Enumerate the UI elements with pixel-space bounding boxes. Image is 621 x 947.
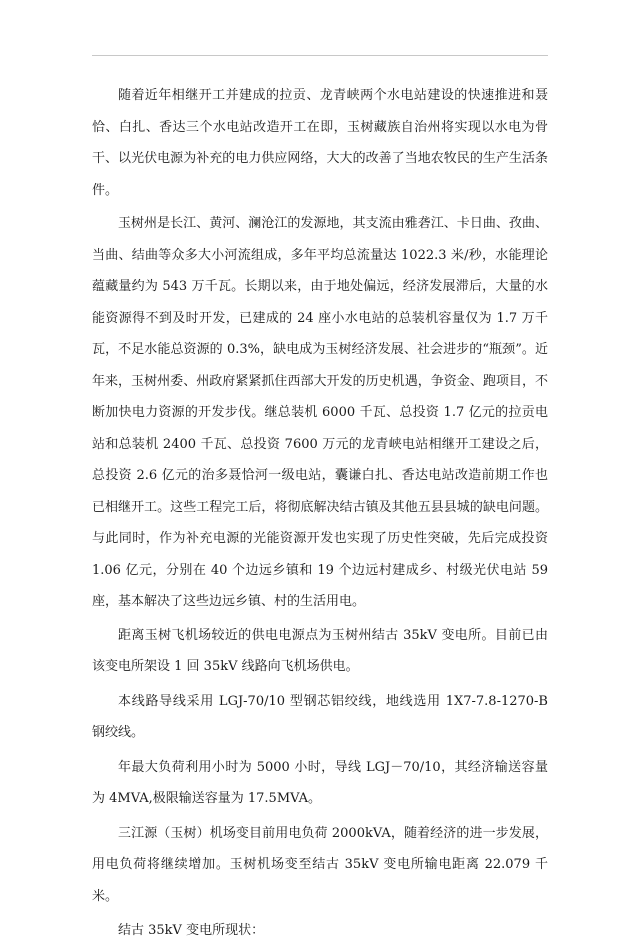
paragraph-airport-load: 三江源（玉树）机场变目前用电负荷 2000kVA，随着经济的进一步发展，用电负荷将继续增加。玉树机场变至结古 35kV 变电所输电距离 22.079 千米。 [92,825,548,904]
document-body [92,80,548,947]
paragraph-substation-status: 结古 35kV 变电所现状： [118,923,265,938]
paragraph-airport-power-source: 距离玉树飞机场较近的供电电源点为玉树州结古 35kV 变电所。目前已由该变电所架设 1 回 35kV 线路向飞机场供电。 [92,627,548,674]
header-rule [92,55,548,56]
paragraph-conductor-spec: 本线路导线采用 LGJ-70/10 型钢芯铝绞线，地线选用 1X7-7.8-1270-B 钢绞线。 [92,693,548,740]
paragraph-hydropower-intro: 随着近年相继开工并建成的拉贡、龙青峡两个水电站建设的快速推进和聂恰、白扎、香达三个水电站改造开工在即，玉树藏族自治州将实现以水电为骨干、以光伏电源为补充的电力供应网络，大大的改善了当地农牧民的生产生活条件。 [92,88,548,198]
paragraph-transmission-capacity: 年最大负荷利用小时为 5000 小时，导线 LGJ－70/10，其经济输送容量为 4MVA,极限输送容量为 17.5MVA。 [92,759,548,806]
paragraph-yushu-resources: 玉树州是长江、黄河、澜沧江的发源地，其支流由雅砻江、卡日曲、孜曲、当曲、结曲等众多大小河流组成，多年平均总流量达 1022.3 米/秒，水能理论蕴藏量约为 543 万千瓦。长期以来，由于地处偏远，经济发展滞后，大量的水能资源得不到及时开发，已建成的 24 座小水电站的总装机容量仅为 1.7 万千瓦，不足水能总资源的 0.3%，缺电成为玉树经济发展、社会进步的“瓶颈”。近年来，玉树州委、州政府紧紧抓住西部大开发的历史机遇，争资金、跑项目，不断加快电力资源的开发步伐。继总装机 6000 千瓦、总投资 1.7 亿元的拉贡电站和总装机 2400 千瓦、总投资 7600 万元的龙青峡电站相继开工建设之后，总投资 2.6 亿元的治多聂恰河一级电站，囊谦白扎、香达电站改造前期工作也已相继开工。这些工程完工后，将彻底解决结古镇及其他五县县城的缺电问题。与此同时，作为补充电源的光能资源开发也实现了历史性突破，先后完成投资 1.06 亿元，分别在 40 个边远乡镇和 19 个边远村建成乡、村级光伏电站 59 座，基本解决了这些边远乡镇、村的生活用电。 [92,216,548,609]
